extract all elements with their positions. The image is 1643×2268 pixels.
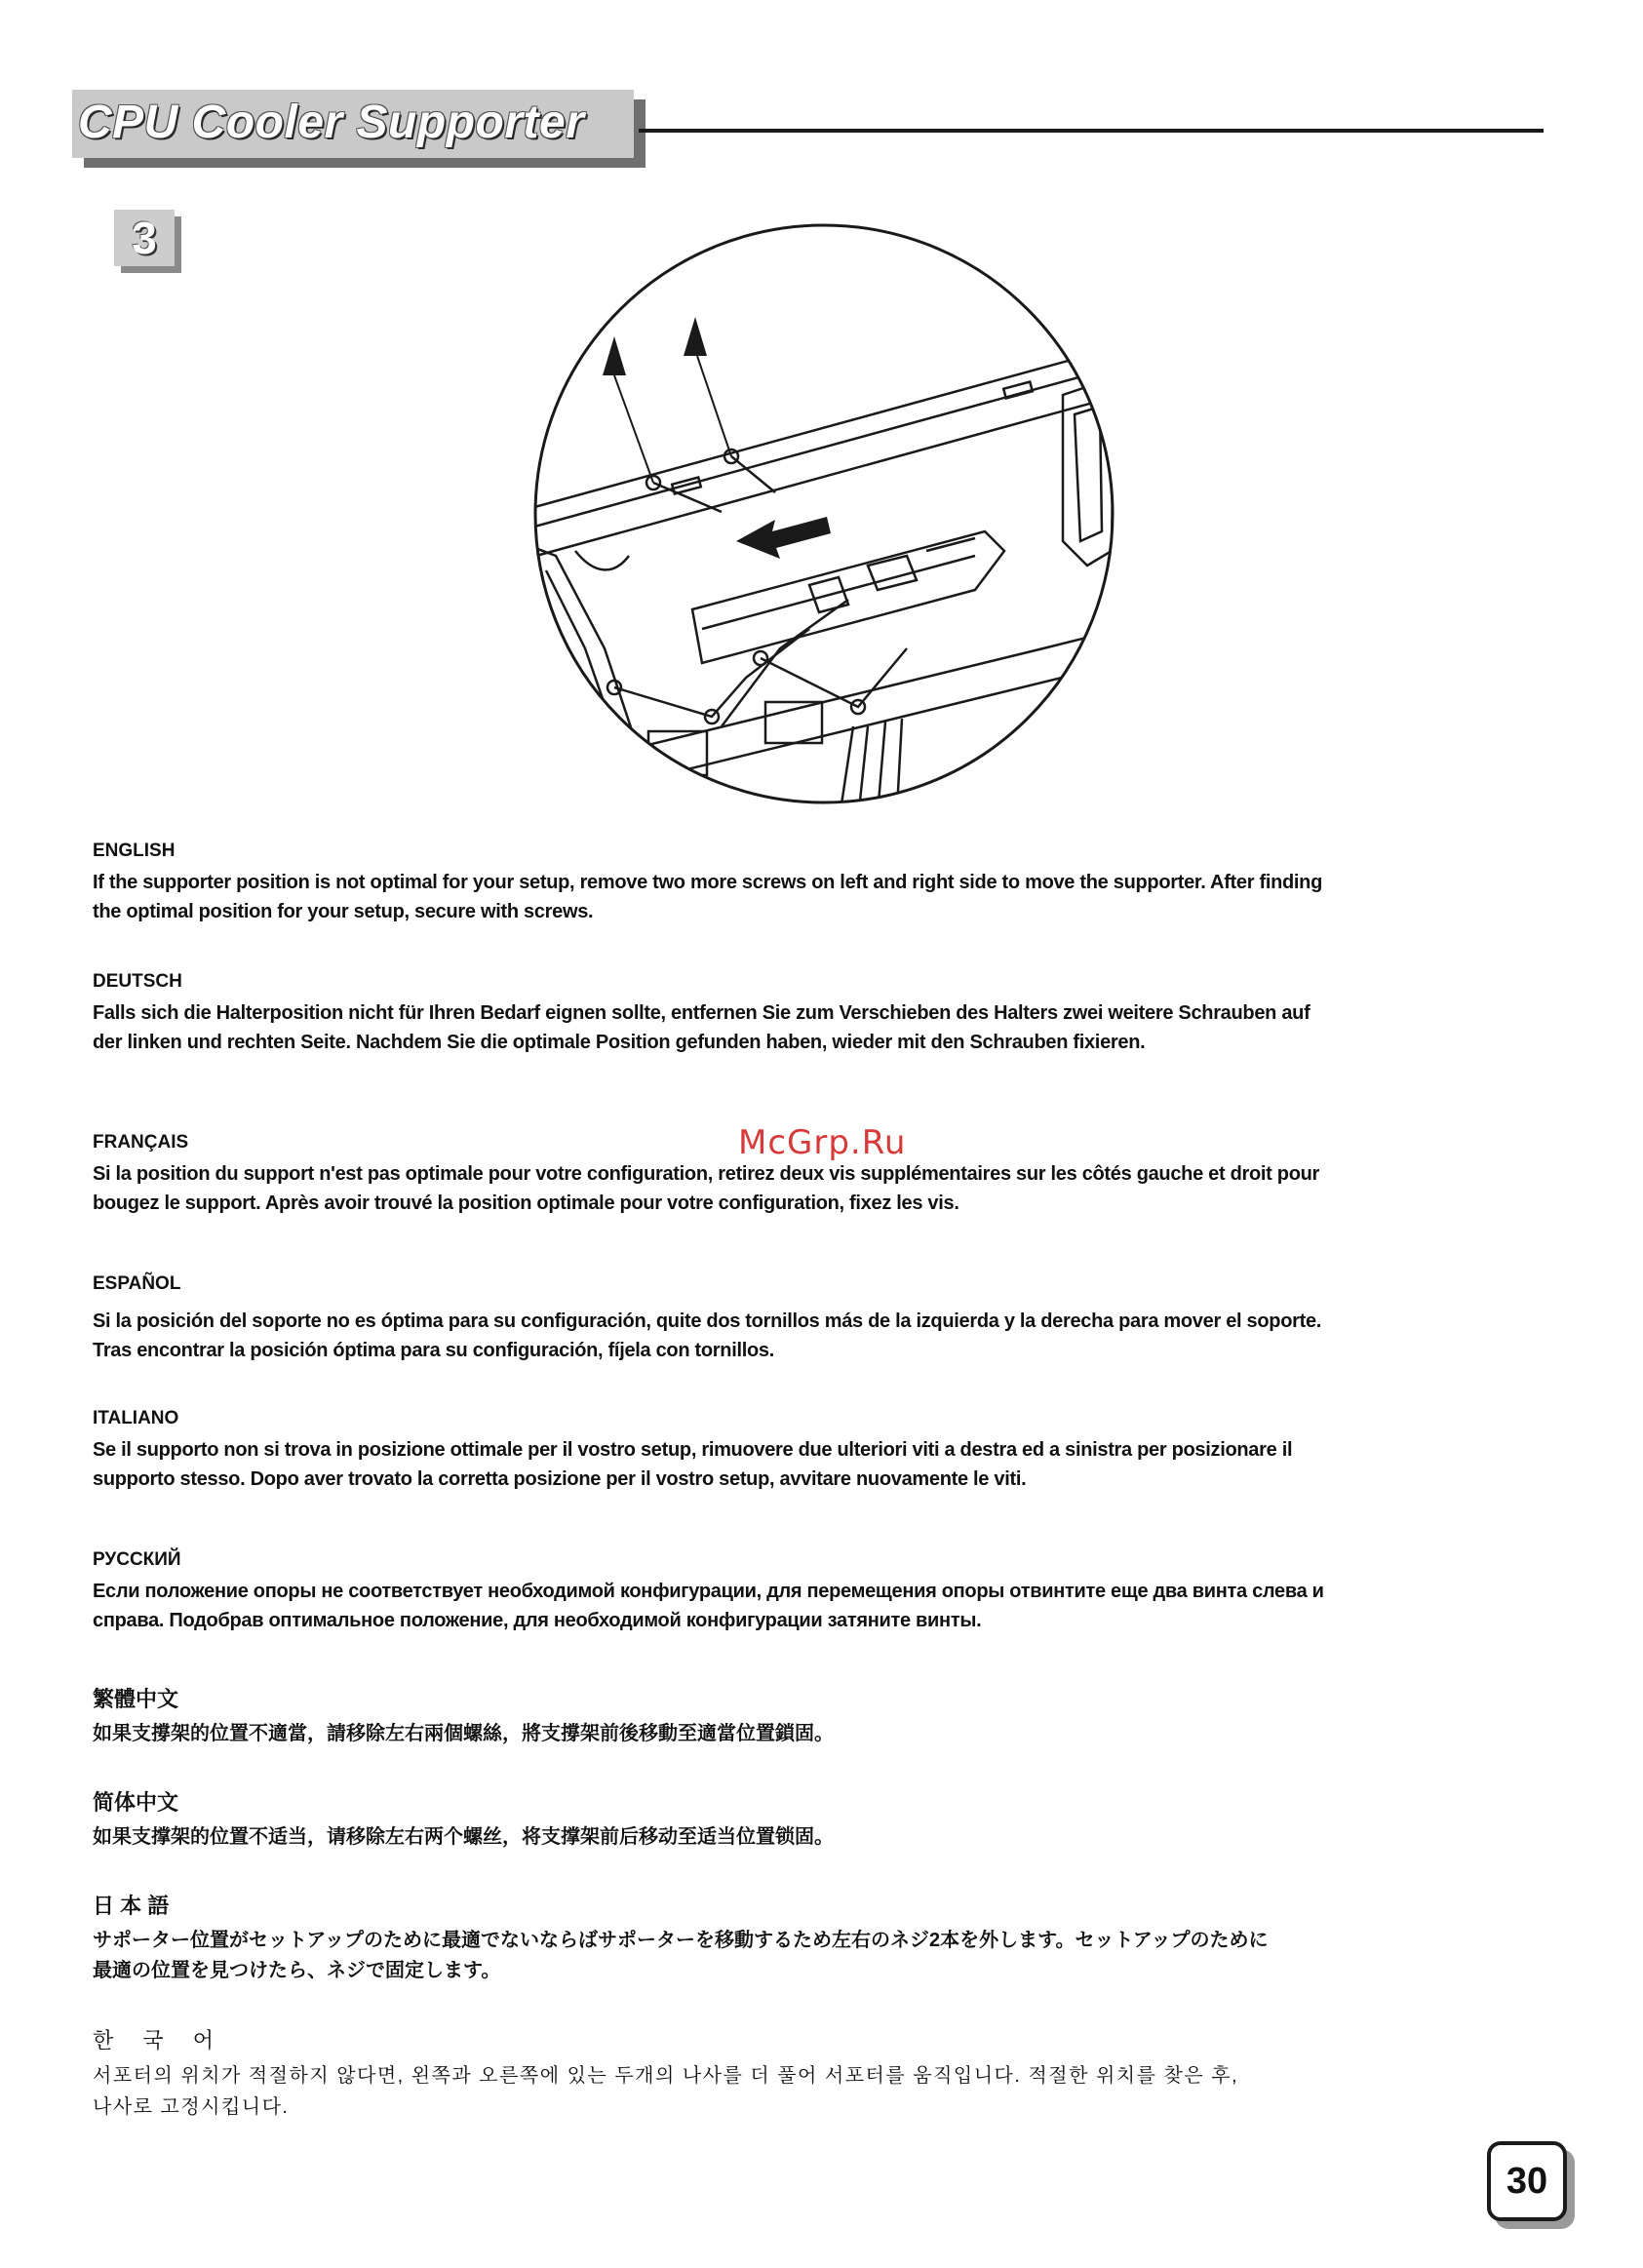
section-korean bbox=[93, 2024, 1536, 2123]
section-text-line: bougez le support. Après avoir trouvé la position optimale pour votre configuration, fixez les vis. bbox=[93, 1193, 959, 1214]
section-text-line: 如果支撑架的位置不适当，请移除左右两个螺丝，将支撑架前后移动至适当位置锁固。 bbox=[93, 1826, 834, 1848]
section-text-line: 나사로 고정시킵니다. bbox=[93, 2096, 290, 2118]
header-rule bbox=[639, 129, 1544, 133]
section-label: ESPAÑOL bbox=[93, 1273, 181, 1294]
section-text-line: Si la posición del soporte no es óptima para su configuración, quite dos tornillos más de la izquierda y la derecha para mover el soporte. bbox=[93, 1310, 1322, 1332]
section-text-line: Если положение опоры не соответствует необходимой конфигурации, для перемещения опоры отвинтите еще два винта слева и bbox=[93, 1581, 1324, 1602]
section-label: 한 국 어 bbox=[93, 2028, 225, 2053]
section-italiano bbox=[93, 1408, 1536, 1494]
section-english bbox=[93, 841, 1536, 926]
section-text-line: 最適の位置を見つけたら、ネジで固定します。 bbox=[93, 1960, 501, 1981]
step-number: 3 bbox=[132, 213, 157, 263]
section-text-line: サポーター位置がセットアップのために最適でないならばサポーターを移動するため左右のネジ2本を外します。セットアップのために bbox=[93, 1930, 1269, 1951]
section-text-line: 如果支撐架的位置不適當，請移除左右兩個螺絲，將支撐架前後移動至適當位置鎖固。 bbox=[93, 1723, 834, 1744]
page-title: CPU Cooler Supporter bbox=[78, 97, 585, 148]
section-label: РУССКИЙ bbox=[93, 1549, 181, 1570]
section-japanese bbox=[93, 1890, 1536, 1986]
section-text-line: Falls sich die Halterposition nicht für Ihren Bedarf eignen sollte, entfernen Sie zum Verschieben des Halters zwei weitere Schrauben auf bbox=[93, 1002, 1310, 1024]
section-text-line: Se il supporto non si trova in posizione ottimale per il vostro setup, rimuovere due ulteriori viti a destra ed a sinistra per posizionare il bbox=[93, 1439, 1293, 1461]
step-badge bbox=[114, 210, 175, 266]
section-label: 繁體中文 bbox=[93, 1687, 179, 1711]
section-label: DEUTSCH bbox=[93, 971, 182, 992]
section-francais bbox=[93, 1132, 1536, 1218]
page-number: 30 bbox=[1506, 2160, 1548, 2202]
section-text-line: supporto stesso. Dopo aver trovato la corretta posizione per il vostro setup, avvitare nuovamente le viti. bbox=[93, 1468, 1027, 1490]
section-russian bbox=[93, 1549, 1536, 1635]
section-label: FRANÇAIS bbox=[93, 1132, 189, 1153]
section-text-line: Tras encontrar la posición óptima para su configuración, fíjela con tornillos. bbox=[93, 1340, 774, 1361]
section-text-line: 서포터의 위치가 적절하지 않다면, 왼쪽과 오른쪽에 있는 두개의 나사를 더 풀어 서포터를 움직입니다. 적절한 위치를 찾은 후, bbox=[93, 2065, 1239, 2087]
section-text-line: Si la position du support n'est pas optimale pour votre configuration, retirez deux vis supplémentaires sur les côtés gauche et droit pour bbox=[93, 1163, 1320, 1185]
cpu-cooler-supporter-illustration bbox=[517, 219, 1131, 809]
section-simplified-chinese bbox=[93, 1786, 1536, 1853]
section-label: ITALIANO bbox=[93, 1408, 179, 1428]
section-text-line: справа. Подобрав оптимальное положение, для необходимой конфигурации затяните винты. bbox=[93, 1610, 982, 1631]
magnifier-circle bbox=[535, 225, 1113, 802]
section-label: 日 本 語 bbox=[93, 1894, 170, 1918]
section-traditional-chinese bbox=[93, 1683, 1536, 1749]
watermark: McGrp.Ru bbox=[738, 1123, 907, 1162]
page-number-badge bbox=[1487, 2141, 1567, 2221]
section-text-line: der linken und rechten Seite. Nachdem Sie die optimale Position gefunden haben, wieder mit den Schrauben fixieren. bbox=[93, 1032, 1146, 1053]
section-label: 简体中文 bbox=[93, 1790, 179, 1815]
section-label: ENGLISH bbox=[93, 841, 176, 861]
section-deutsch bbox=[93, 971, 1536, 1057]
section-text-line: If the supporter position is not optimal for your setup, remove two more screws on left and right side to move the supporter. After finding bbox=[93, 872, 1323, 893]
section-espanol bbox=[93, 1273, 1536, 1365]
section-text-line: the optimal position for your setup, secure with screws. bbox=[93, 901, 594, 922]
